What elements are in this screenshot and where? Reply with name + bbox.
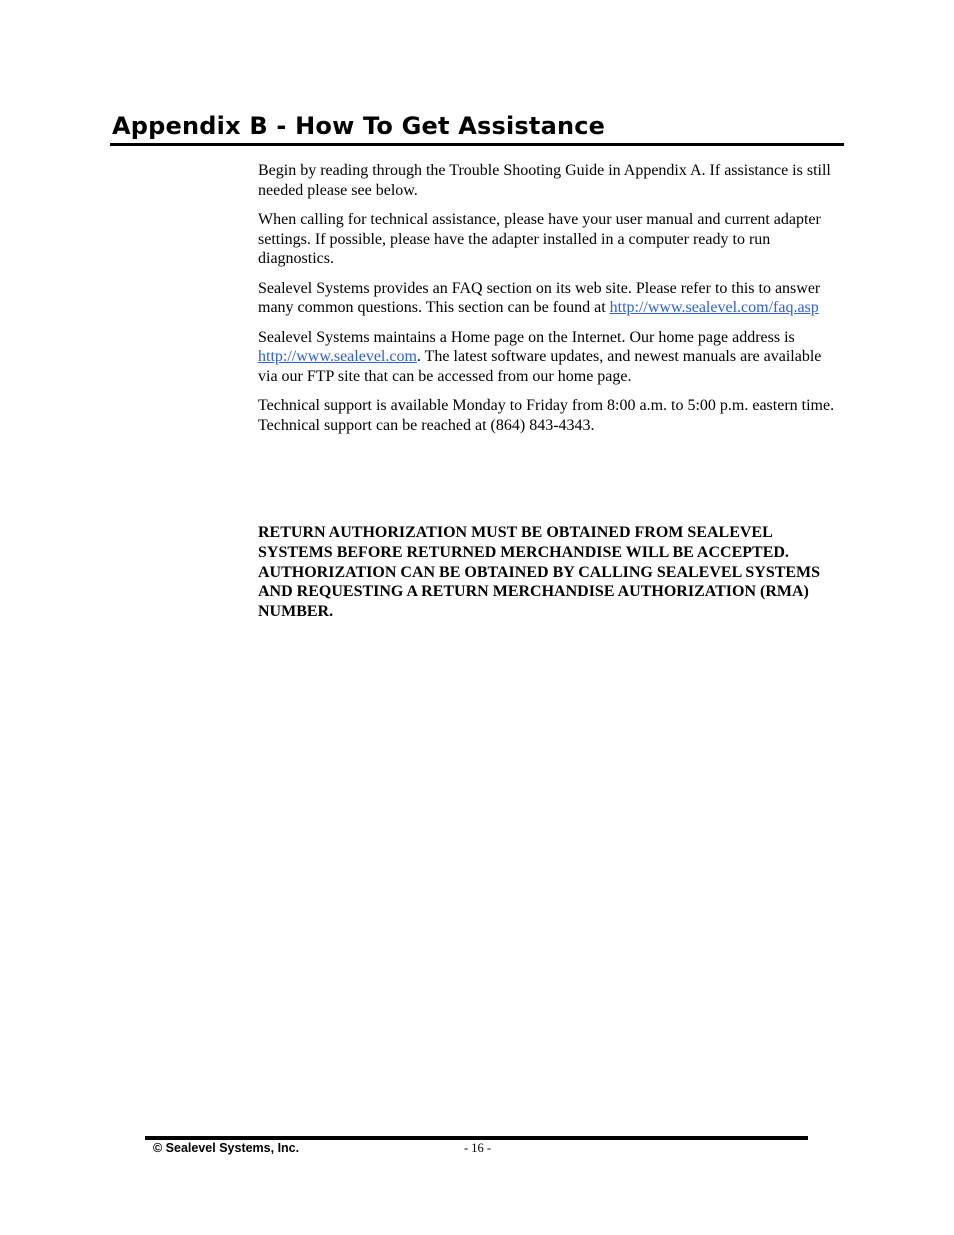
paragraph-faq-text: Sealevel Systems provides an FAQ section on its web site. Please refer to this to answer many common questions. This section can be found at (258, 279, 821, 317)
footer-divider (145, 1136, 808, 1140)
faq-link[interactable]: http://www.sealevel.com/faq.asp (609, 299, 819, 317)
paragraph-intro: Begin by reading through the Trouble Shooting Guide in Appendix A. If assistance is still needed please see below. (258, 162, 831, 199)
footer-page-number: - 16 - (464, 1141, 492, 1155)
title-divider (110, 143, 844, 146)
paragraph-support-hours: Technical support is available Monday to Friday from 8:00 a.m. to 5:00 p.m. eastern time. Technical support can be reached at (864) 843-4343. (258, 397, 835, 435)
page-title: Appendix B - How To Get Assistance (112, 112, 606, 140)
paragraph-calling: When calling for technical assistance, please have your user manual and current adapter settings. If possible, please have the adapter installed in a computer ready to run diagnostics. (258, 211, 821, 268)
paragraph-homepage-rest: . The latest software updates, and newest manuals are available via our FTP site that can be accessed from our home page. (258, 348, 822, 386)
footer-copyright: © Sealevel Systems, Inc. (153, 1141, 300, 1155)
paragraph-faq (258, 279, 842, 318)
body-content (258, 161, 842, 445)
homepage-link[interactable]: http://www.sealevel.com (258, 348, 417, 366)
paragraph-homepage-text: Sealevel Systems maintains a Home page on the Internet. Our home page address is (258, 328, 795, 346)
rma-notice: RETURN AUTHORIZATION MUST BE OBTAINED FROM SEALEVEL SYSTEMS BEFORE RETURNED MERCHANDISE WILL BE ACCEPTED. AUTHORIZATION CAN BE OBTAINED BY CALLING SEALEVEL SYSTEMS AND REQUESTING A RETURN MERCHANDISE AUTHORIZATION (RMA) NUMBER. (258, 524, 821, 621)
paragraph-homepage (258, 328, 842, 387)
